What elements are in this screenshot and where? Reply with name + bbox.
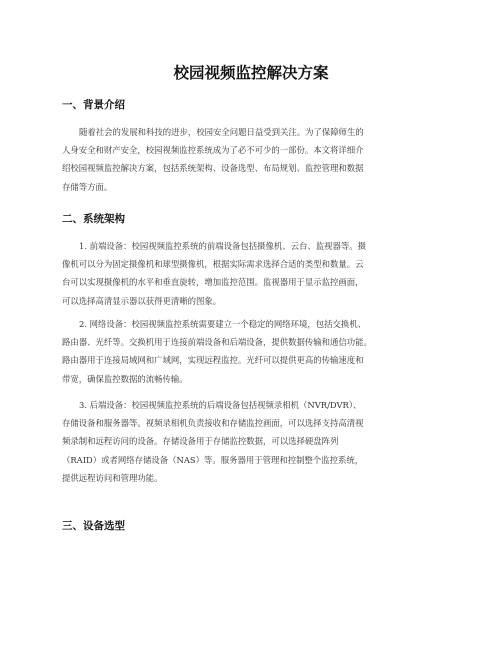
paragraph-line: 可以选择高清显示器以获得更清晰的图象。 <box>62 295 222 306</box>
paragraph-line: 台可以实现摄像机的水平和垂直旋转，增加监控范围。监视器用于显示监控画面， <box>62 277 364 288</box>
paragraph-line: 存储等方面。 <box>62 181 113 192</box>
paragraph-backend-devices <box>62 396 442 487</box>
section-heading-architecture: 二、系统架构 <box>62 213 125 225</box>
paragraph-line: （RAID）或者网络存储设备（NAS）等。服务器用于管理和控制整个监控系统， <box>62 454 364 465</box>
paragraph-line: 绍校园视频监控解决方案，包括系统架构、设备选型、布局规划、监控管理和数据 <box>62 163 364 174</box>
paragraph-frontend-devices <box>62 237 442 310</box>
paragraph-line: 路由器、光纤等。交换机用于连接前端设备和后端设备，提供数据传输和通信功能。 <box>62 337 372 348</box>
paragraph-line: 2. 网络设备：校园视频监控系统需要建立一个稳定的网络环境，包括交换机、 <box>79 319 367 329</box>
section-heading-equipment: 三、设备选型 <box>62 520 125 532</box>
paragraph-line: 存储设备和服务器等。视频录相机负责接收和存储监控画面，可以选择支持高清视 <box>62 418 364 429</box>
paragraph-line: 3. 后端设备：校园视频监控系统的后端设备包括视频录相机（NVR/DVR）、 <box>79 400 362 410</box>
paragraph-line: 提供远程访问和管理功能。 <box>62 472 163 483</box>
paragraph-line: 带宽，确保监控数据的流畅传输。 <box>62 373 188 384</box>
paragraph-line: 像机可以分为固定摄像机和球型摄像机，根据实际需求选择合适的类型和数量。云 <box>62 259 364 270</box>
paragraph-line: 人身安全和财产安全，校园视频监控系统成为了必不可少的一部份。本文将详细介 <box>62 145 364 156</box>
paragraph-network-devices <box>62 315 442 388</box>
paragraph-background <box>62 123 442 196</box>
paragraph-line: 随着社会的发展和科技的进步，校园安全问题日益受到关注。为了保障师生的 <box>79 127 364 137</box>
paragraph-line: 频录制和远程访问的设备。存储设备用于存储监控数据，可以选择硬盘阵列 <box>62 436 339 447</box>
section-heading-background: 一、背景介绍 <box>62 99 125 111</box>
document-title: 校园视频监控解决方案 <box>173 64 329 82</box>
paragraph-line: 路由器用于连接局域网和广域网，实现远程监控。光纤可以提供更高的传输速度和 <box>62 355 364 366</box>
paragraph-line: 1. 前端设备：校园视频监控系统的前端设备包括摄像机、云台、监视器等。摄 <box>79 241 367 251</box>
